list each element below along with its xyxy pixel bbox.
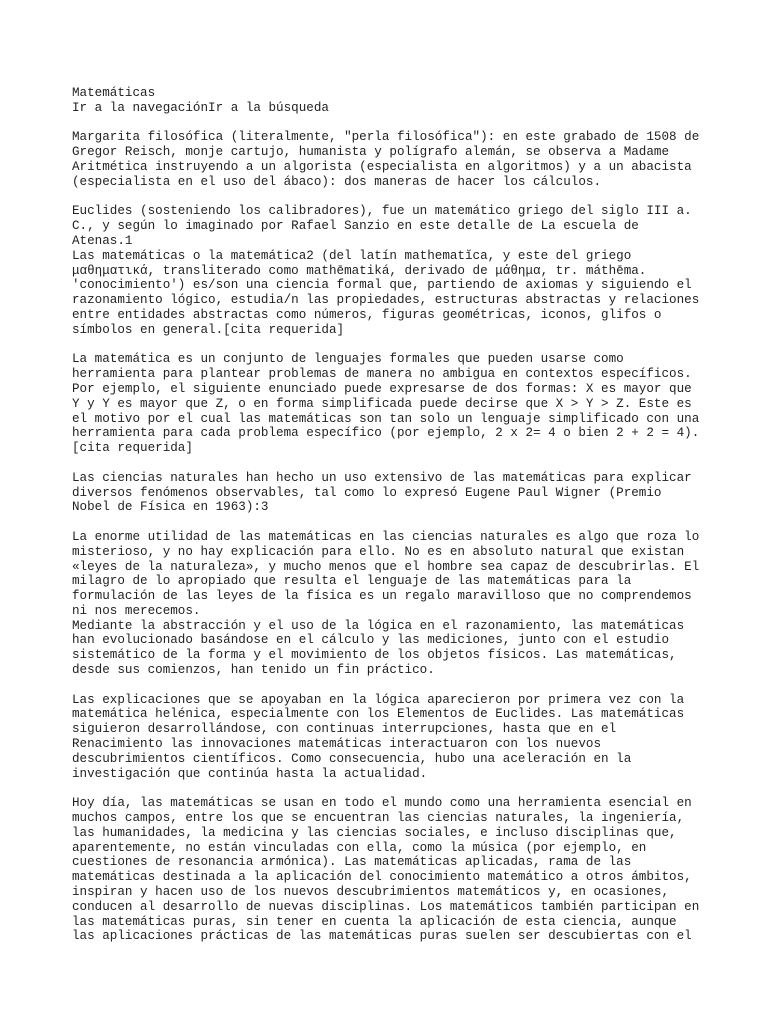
text-line: desde sus comienzos, han tenido un fin práctico. (72, 663, 435, 678)
paragraph (72, 204, 712, 337)
text-line: las humanidades, la medicina y las ciencias sociales, e incluso disciplinas que, (72, 825, 677, 840)
text-line: μαθηματικά, transliterado como mathēmatiká, derivado de μάθημα, tr. máthēma. (72, 263, 647, 278)
text-line: investigación que continúa hasta la actualidad. (72, 766, 428, 781)
paragraph (72, 796, 712, 944)
text-line: misterioso, y no hay explicación para ello. No es en absoluto natural que existan (72, 544, 685, 559)
text-line: muchos campos, entre los que se encuentran las ciencias naturales, la ingeniería, (72, 811, 685, 826)
text-line: herramienta para cada problema específico (por ejemplo, 2 x 2= 4 o bien 2 + 2 = 4). (72, 426, 700, 441)
text-line: milagro de lo apropiado que resulta el lenguaje de las matemáticas para la (72, 574, 632, 589)
text-line: aparentemente, no están vinculadas con ella, como la música (por ejemplo, en (72, 840, 647, 855)
text-line: Matemáticas (72, 86, 156, 100)
text-line: Gregor Reisch, monje cartujo, humanista y polígrafo alemán, se observa a Madame (72, 145, 670, 160)
paragraph (72, 530, 712, 678)
text-line: Hoy día, las matemáticas se usan en todo el mundo como una herramienta esencial en (72, 796, 692, 811)
text-line: Nobel de Física en 1963):3 (72, 500, 269, 515)
text-line: Ir a la navegaciónIr a la búsqueda (72, 100, 329, 115)
text-line: La matemática es un conjunto de lenguajes formales que pueden usarse como (72, 352, 624, 367)
text-line: las matemáticas puras, sin tener en cuenta la aplicación de esta ciencia, aunque (72, 914, 677, 929)
text-line: Las matemáticas o la matemática2 (del latín mathematĭca, y este del griego (72, 248, 632, 263)
text-line: el motivo por el cual las matemáticas son tan solo un lenguaje simplificado con una (72, 411, 700, 426)
text-line: Las explicaciones que se apoyaban en la lógica aparecieron por primera vez con la (72, 692, 685, 707)
text-line: entre entidades abstractas como números, figuras geométricas, iconos, glifos o (72, 307, 662, 322)
text-line: siguieron desarrollándose, con continuas interrupciones, hasta que en el (72, 722, 617, 737)
text-line: conducen al desarrollo de nuevas disciplinas. Los matemáticos también participan en (72, 899, 700, 914)
text-line: Aritmética instruyendo a un algorista (especialista en algoritmos) y a un abacista (72, 159, 692, 174)
text-line: «leyes de la naturaleza», y mucho menos que el hombre sea capaz de descubrirlas. El (72, 559, 700, 574)
text-line: Y y Y es mayor que Z, o en forma simplificada puede decirse que X > Y > Z. Este es (72, 396, 692, 411)
text-line: Mediante la abstracción y el uso de la lógica en el razonamiento, las matemáticas (72, 618, 685, 633)
text-line: (especialista en el uso del ábaco): dos maneras de hacer los cálculos. (72, 174, 602, 189)
text-line: Euclides (sosteniendo los calibradores), fue un matemático griego del siglo III a. (72, 204, 692, 219)
text-line: La enorme utilidad de las matemáticas en las ciencias naturales es algo que roza lo (72, 529, 700, 544)
text-line: descubrimientos científicos. Como consecuencia, hubo una aceleración en la (72, 751, 632, 766)
text-line: sistemático de la forma y el movimiento de los objetos físicos. Las matemáticas, (72, 648, 677, 663)
text-line: Las ciencias naturales han hecho un uso extensivo de las matemáticas para explicar (72, 470, 692, 485)
paragraph (72, 130, 712, 189)
text-line: matemáticas destinada a la aplicación del conocimiento matemático a otros ámbitos, (72, 870, 692, 885)
text-line: cuestiones de resonancia armónica). Las matemáticas aplicadas, rama de las (72, 855, 632, 870)
text-line: inspiran y hacen uso de los nuevos descubrimientos matemáticos y, en ocasiones, (72, 885, 670, 900)
document-body (72, 86, 712, 959)
text-line: han evolucionado basándose en el cálculo y las mediciones, junto con el estudio (72, 633, 670, 648)
text-line: Atenas.1 (72, 233, 133, 248)
text-line: ni nos merecemos. (72, 603, 201, 618)
text-line: Renacimiento las innovaciones matemáticas interactuaron con los nuevos (72, 737, 602, 752)
text-line: matemática helénica, especialmente con los Elementos de Euclides. Las matemáticas (72, 707, 685, 722)
text-line: formulación de las leyes de la física es un regalo maravilloso que no comprendemos (72, 589, 692, 604)
paragraph (72, 471, 712, 515)
text-line: razonamiento lógico, estudia/n las propiedades, estructuras abstractas y relaciones (72, 293, 700, 308)
text-line: diversos fenómenos observables, tal como lo expresó Eugene Paul Wigner (Premio (72, 485, 662, 500)
text-line: símbolos en general.[cita requerida] (72, 322, 345, 337)
text-line: 'conocimiento') es/son una ciencia formal que, partiendo de axiomas y siguiendo el (72, 278, 692, 293)
paragraph (72, 352, 712, 456)
text-line: herramienta para plantear problemas de manera no ambigua en contextos específicos. (72, 367, 692, 382)
text-line: Por ejemplo, el siguiente enunciado puede expresarse de dos formas: X es mayor que (72, 381, 692, 396)
paragraph (72, 693, 712, 782)
text-line: C., y según lo imaginado por Rafael Sanzio en este detalle de La escuela de (72, 219, 639, 234)
text-line: Margarita filosófica (literalmente, "perla filosófica"): en este grabado de 1508 de (72, 130, 700, 145)
text-line: [cita requerida] (72, 441, 193, 456)
text-line: las aplicaciones prácticas de las matemáticas puras suelen ser descubiertas con el (72, 929, 692, 944)
paragraph (72, 86, 712, 116)
